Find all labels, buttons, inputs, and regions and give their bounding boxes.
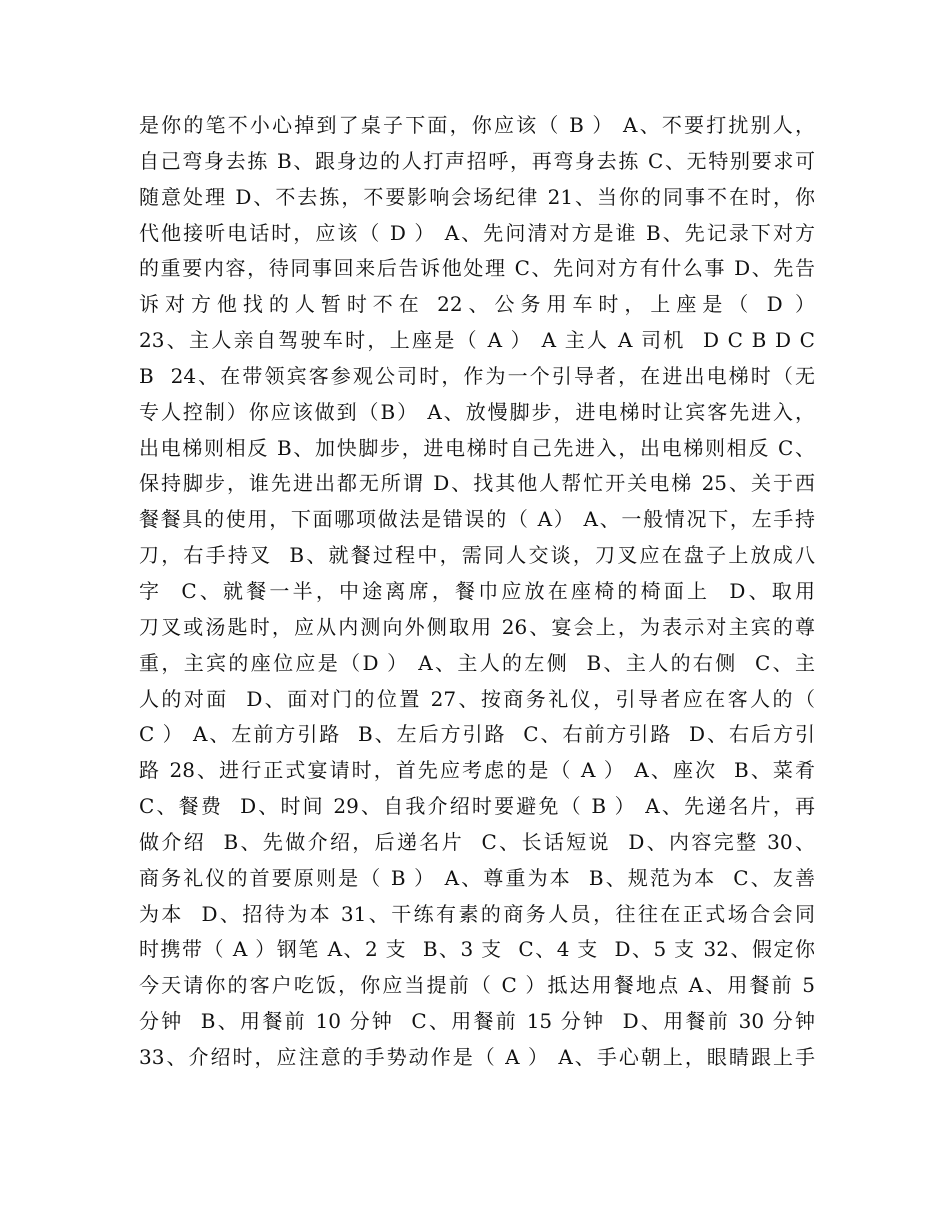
text-line: 重，主宾的座位应是（D ） A、主人的左侧 B、主人的右侧 C、主 — [139, 650, 815, 675]
text-line: 33、介绍时，应注意的手势动作是（ A ） A、手心朝上，眼睛跟上手 — [139, 1044, 815, 1069]
text-line: 代他接听电话时，应该（ D ） A、先问清对方是谁 B、先记录下对方 — [139, 220, 815, 245]
text-line: 刀，右手持叉 B、就餐过程中，需同人交谈，刀叉应在盘子上放成八 — [139, 543, 815, 568]
text-line: 今天请你的客户吃饭，你应当提前（ C ）抵达用餐地点 A、用餐前 5 — [139, 973, 815, 998]
text-line: C ） A、左前方引路 B、左后方引路 C、右前方引路 D、右后方引 — [139, 722, 815, 747]
text-line: 时携带（ A ）钢笔 A、2 支 B、3 支 C、4 支 D、5 支 32、假定你 — [139, 937, 815, 962]
text-line: 出电梯则相反 B、加快脚步，进电梯时自己先进入，出电梯则相反 C、 — [139, 435, 815, 460]
text-line: 人的对面 D、面对门的位置 27、按商务礼仪，引导者应在客人的（ — [139, 686, 815, 711]
text-line: 随意处理 D、不去拣，不要影响会场纪律 21、当你的同事不在时，你 — [139, 184, 815, 209]
text-line: 餐餐具的使用，下面哪项做法是错误的（ A） A、一般情况下，左手持 — [139, 507, 815, 532]
text-line: 的重要内容，待同事回来后告诉他处理 C、先问对方有什么事 D、先告 — [139, 256, 815, 281]
text-line: B 24、在带领宾客参观公司时，作为一个引导者，在进出电梯时（无 — [139, 363, 815, 388]
text-line: C、餐费 D、时间 29、自我介绍时要避免（ B ） A、先递名片，再 — [139, 794, 815, 819]
text-line: 刀叉或汤匙时，应从内测向外侧取用 26、宴会上，为表示对主宾的尊 — [139, 614, 815, 639]
text-line: 分钟 B、用餐前 10 分钟 C、用餐前 15 分钟 D、用餐前 30 分钟 — [139, 1009, 815, 1034]
text-line: 23、主人亲自驾驶车时，上座是（ A ） A 主人 A 司机 D C B D C — [139, 328, 815, 353]
text-line: 为本 D、招待为本 31、干练有素的商务人员，往往在正式场合会同 — [139, 901, 815, 926]
body-text — [139, 108, 815, 1076]
text-line: 专人控制）你应该做到（B） A、放慢脚步，进电梯时让宾客先进入， — [139, 399, 815, 424]
text-line: 商务礼仪的首要原则是（ B ） A、尊重为本 B、规范为本 C、友善 — [139, 865, 815, 890]
text-line: 保持脚步，谁先进出都无所谓 D、找其他人帮忙开关电梯 25、关于西 — [139, 471, 815, 496]
text-line: 自己弯身去拣 B、跟身边的人打声招呼，再弯身去拣 C、无特别要求可 — [139, 148, 815, 173]
text-line: 诉对方他找的人暂时不在 22、公务用车时，上座是（ D ） — [139, 292, 815, 317]
text-line: 是你的笔不小心掉到了桌子下面，你应该（ B ） A、不要打扰别人， — [139, 113, 815, 137]
text-line: 做介绍 B、先做介绍，后递名片 C、长话短说 D、内容完整 30、 — [139, 829, 815, 854]
text-line: 字 C、就餐一半，中途离席，餐巾应放在座椅的椅面上 D、取用 — [139, 578, 815, 603]
text-line: 路 28、进行正式宴请时，首先应考虑的是（ A ） A、座次 B、菜肴 — [139, 758, 815, 783]
